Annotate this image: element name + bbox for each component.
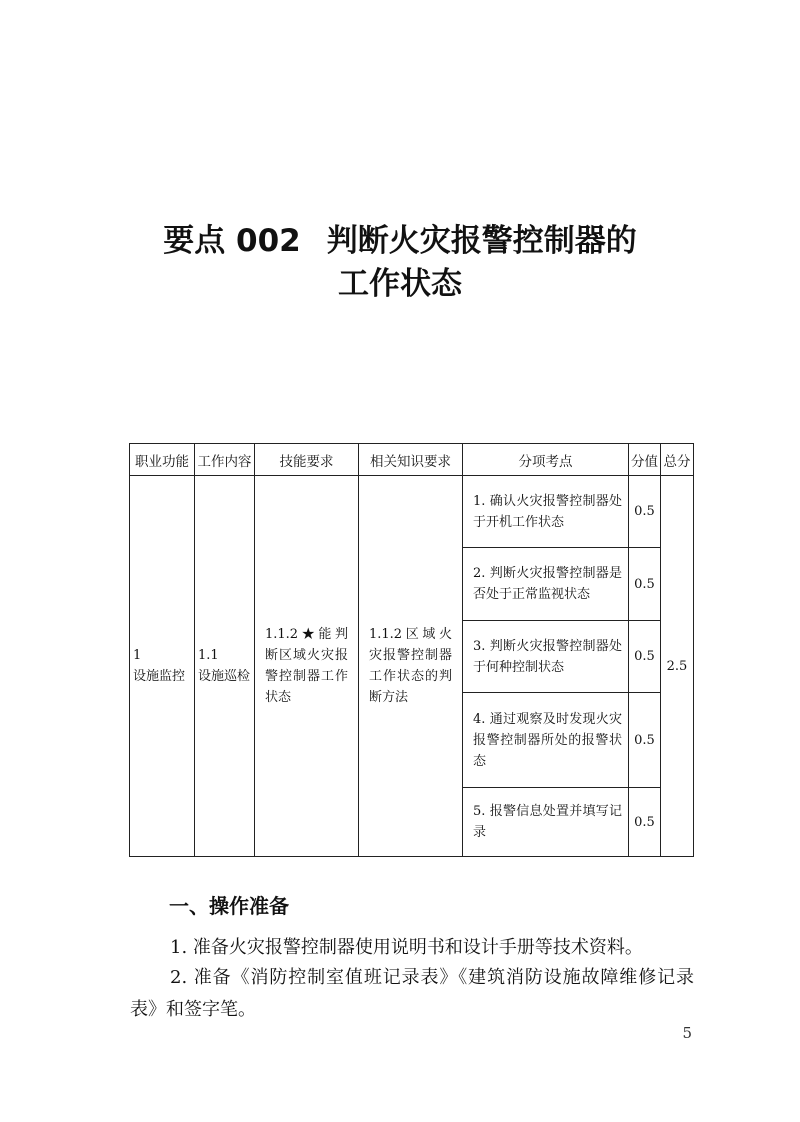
point-cell — [463, 693, 629, 788]
point-text: 5. 报警信息处置并填写记录 — [473, 804, 622, 840]
point-value: 0.5 — [629, 621, 661, 693]
point-cell — [463, 548, 629, 621]
point-text: 2. 判断火灾报警控制器是否处于正常监视状态 — [473, 566, 622, 602]
content-code: 1.1 — [198, 648, 219, 663]
page-title-line-1 — [0, 215, 800, 260]
header-skill: 技能要求 — [255, 444, 359, 476]
content-name: 设施巡检 — [198, 669, 251, 684]
section-heading: 一、操作准备 — [169, 894, 289, 918]
function-name: 设施监控 — [133, 669, 186, 684]
page-title-line-2: 工作状态 — [338, 266, 462, 302]
header-points: 分项考点 — [463, 444, 629, 476]
header-function: 职业功能 — [130, 444, 195, 476]
function-cell — [130, 476, 195, 857]
header-knowledge: 相关知识要求 — [359, 444, 463, 476]
paragraph — [130, 962, 694, 1026]
table-header-row — [130, 444, 694, 476]
point-text: 4. 通过观察及时发现火灾报警控制器所处的报警状态 — [473, 711, 622, 769]
point-text: 1. 确认火灾报警控制器处于开机工作状态 — [473, 493, 622, 530]
page-number: 5 — [682, 1024, 692, 1042]
header-content: 工作内容 — [195, 444, 255, 476]
point-text: 3. 判断火灾报警控制器处于何种控制状态 — [473, 638, 622, 675]
total-value: 2.5 — [661, 476, 694, 857]
header-value: 分值 — [629, 444, 661, 476]
skill-cell — [255, 476, 359, 857]
skill-text: 1.1.2★能判断区域火灾报警控制器工作状态 — [265, 627, 348, 705]
paragraph-text: 2. 准备《消防控制室值班记录表》《建筑消防设施故障维修记录表》和签字笔。 — [130, 967, 694, 1020]
paragraph — [130, 932, 694, 964]
table-row — [130, 476, 694, 548]
function-code: 1 — [133, 648, 142, 663]
point-cell — [463, 476, 629, 548]
title-number: 要点 002 — [163, 223, 301, 259]
point-value: 0.5 — [629, 693, 661, 788]
paragraph-text: 1. 准备火灾报警控制器使用说明书和设计手册等技术资料。 — [170, 937, 643, 958]
point-cell — [463, 788, 629, 857]
skills-table — [129, 443, 694, 857]
content-cell — [195, 476, 255, 857]
point-value: 0.5 — [629, 548, 661, 621]
title-text-1: 判断火灾报警控制器的 — [326, 223, 637, 259]
knowledge-cell — [359, 476, 463, 857]
header-total: 总分 — [661, 444, 694, 476]
knowledge-text: 1.1.2区域火灾报警控制器工作状态的判断方法 — [369, 627, 452, 705]
point-value: 0.5 — [629, 788, 661, 857]
point-value: 0.5 — [629, 476, 661, 548]
point-cell — [463, 621, 629, 693]
